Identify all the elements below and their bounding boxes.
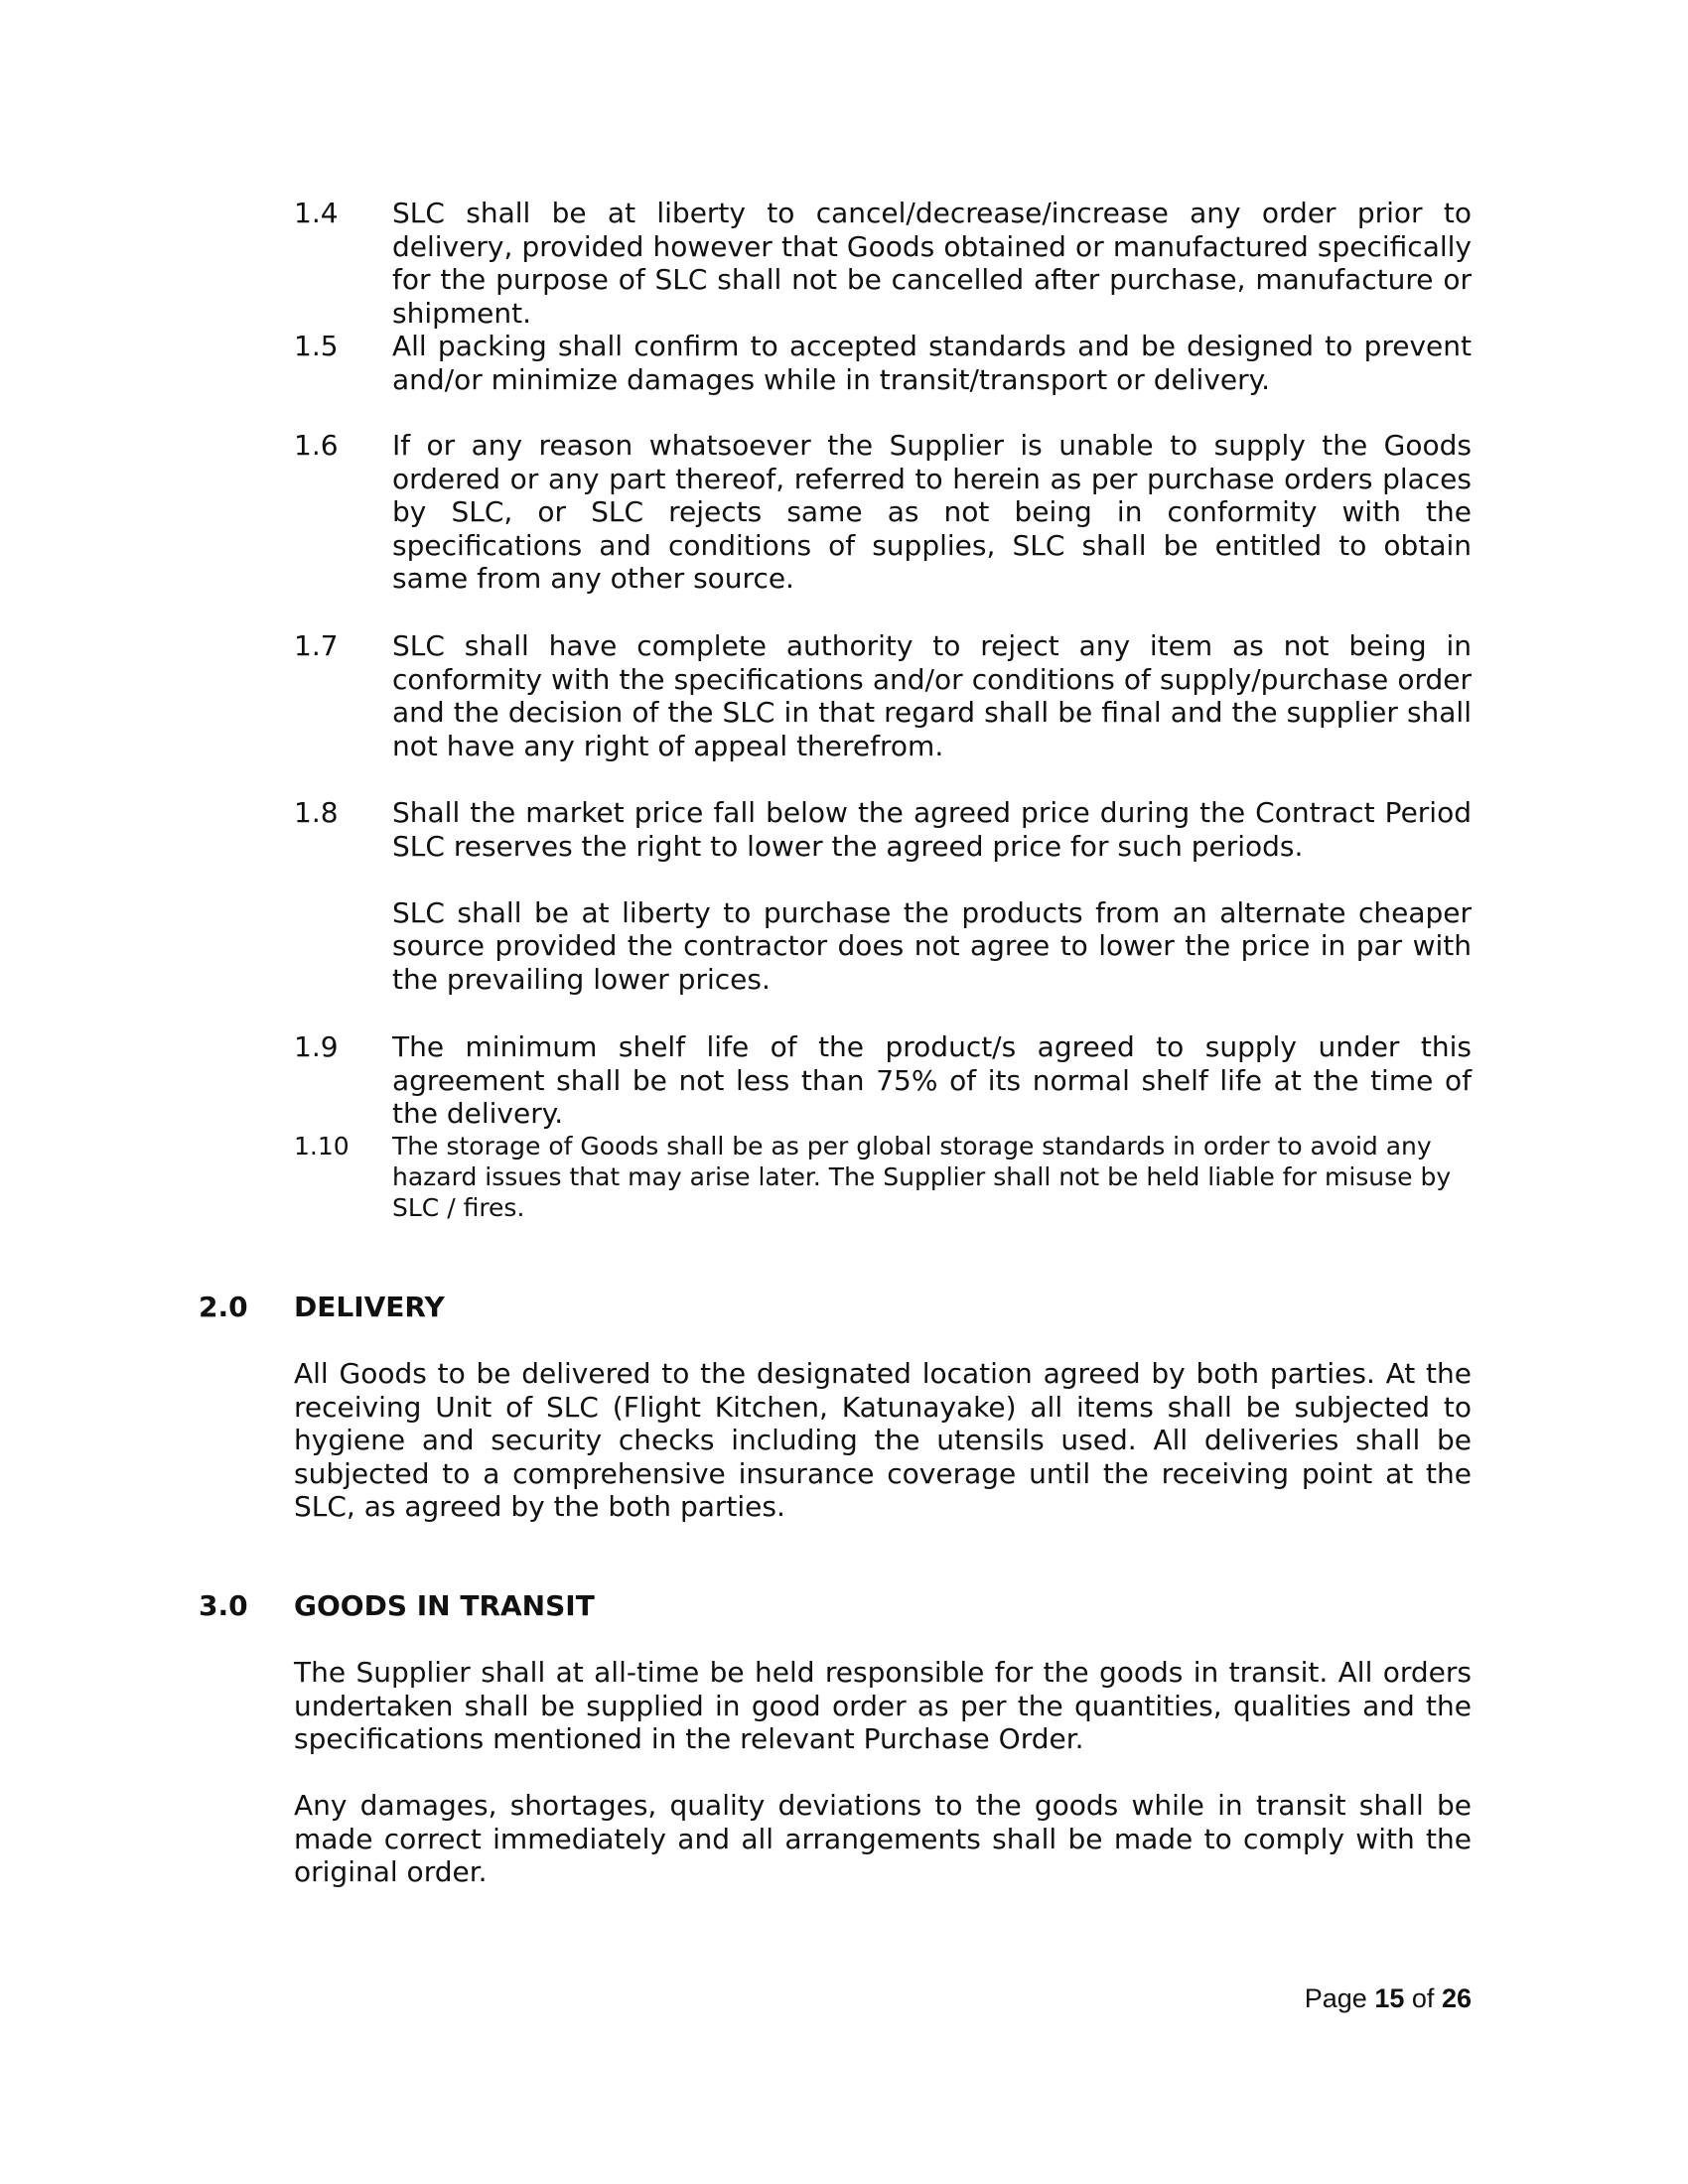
clause-number: 1.6 — [294, 429, 339, 462]
clause-text: Shall the market price fall below the agreed price during the Contract Period SLC reserves the right to lower the agreed price for such periods. — [392, 796, 1472, 863]
clause-1-8 — [294, 796, 1472, 996]
section-heading-goods-in-transit — [199, 1589, 1472, 1623]
of-word: of — [1411, 1983, 1435, 2013]
clause-number: 1.8 — [294, 796, 339, 829]
section-paragraph: Any damages, shortages, quality deviations to the goods while in transit shall be made correct immediately and all arrangements shall be made to comply with the original order. — [294, 1789, 1472, 1888]
section-title: DELIVERY — [294, 1291, 445, 1323]
clause-1-10 — [294, 1131, 1472, 1223]
section-heading-delivery — [199, 1291, 1472, 1324]
clause-1-6 — [294, 429, 1472, 596]
clause-text-continued: SLC shall be at liberty to purchase the products from an alternate cheaper source provided the contractor does not agree to lower the price in par with the prevailing lower prices. — [392, 895, 1472, 996]
section-paragraph: All Goods to be delivered to the designated location agreed by both parties. At the receiving Unit of SLC (Flight Kitchen, Katunayake) all items shall be subjected to hygiene and security checks including the utensils used. All deliveries shall be subjected to a comprehensive insurance coverage until the receiving point at the SLC, as agreed by the both parties. — [294, 1357, 1472, 1523]
clause-text: If or any reason whatsoever the Supplier is unable to supply the Goods ordered or any part thereof, referred to herein as per purchase orders places by SLC, or SLC rejects same as not being in conformity with the specifications and conditions of supplies, SLC shall be entitled to obtain same from any other source. — [392, 429, 1472, 595]
clause-number: 1.10 — [294, 1132, 350, 1160]
current-page: 15 — [1374, 1983, 1405, 2013]
clause-text: All packing shall confirm to accepted standards and be designed to prevent and/or minimize damages while in transit/transport or delivery. — [392, 330, 1472, 396]
clause-text: The minimum shelf life of the product/s agreed to supply under this agreement shall be not less than 75% of its normal shelf life at the time of the delivery. — [392, 1030, 1472, 1130]
section-paragraph: The Supplier shall at all-time be held responsible for the goods in transit. All orders undertaken shall be supplied in good order as per the quantities, qualities and the specifications mentioned in the relevant Purchase Order. — [294, 1656, 1472, 1755]
clause-1-9 — [294, 1030, 1472, 1131]
page-number-footer — [1305, 1981, 1472, 2015]
section-number: 3.0 — [199, 1589, 248, 1622]
clause-number: 1.7 — [294, 629, 339, 662]
page-word: Page — [1304, 1983, 1367, 2013]
clause-text: The storage of Goods shall be as per global storage standards in order to avoid any hazard issues that may arise later. The Supplier shall not be held liable for misuse by SLC / fires. — [392, 1132, 1452, 1222]
clause-text: SLC shall be at liberty to cancel/decrease/increase any order prior to delivery, provided however that Goods obtained or manufactured specifically for the purpose of SLC shall not be cancelled after purchase, manufacture or shipment. — [392, 197, 1472, 330]
clause-1-7 — [294, 629, 1472, 762]
section-title: GOODS IN TRANSIT — [294, 1589, 595, 1622]
clause-1-4 — [294, 197, 1472, 330]
clause-number: 1.4 — [294, 197, 339, 229]
section-number: 2.0 — [199, 1291, 248, 1323]
clause-number: 1.9 — [294, 1030, 339, 1063]
clause-text: SLC shall have complete authority to reject any item as not being in conformity with the specifications and/or conditions of supply/purchase order and the decision of the SLC in that regard shall be final and the supplier shall not have any right of appeal therefrom. — [392, 629, 1472, 762]
clause-1-5 — [294, 330, 1472, 396]
clause-number: 1.5 — [294, 330, 339, 362]
total-pages: 26 — [1441, 1983, 1472, 2013]
